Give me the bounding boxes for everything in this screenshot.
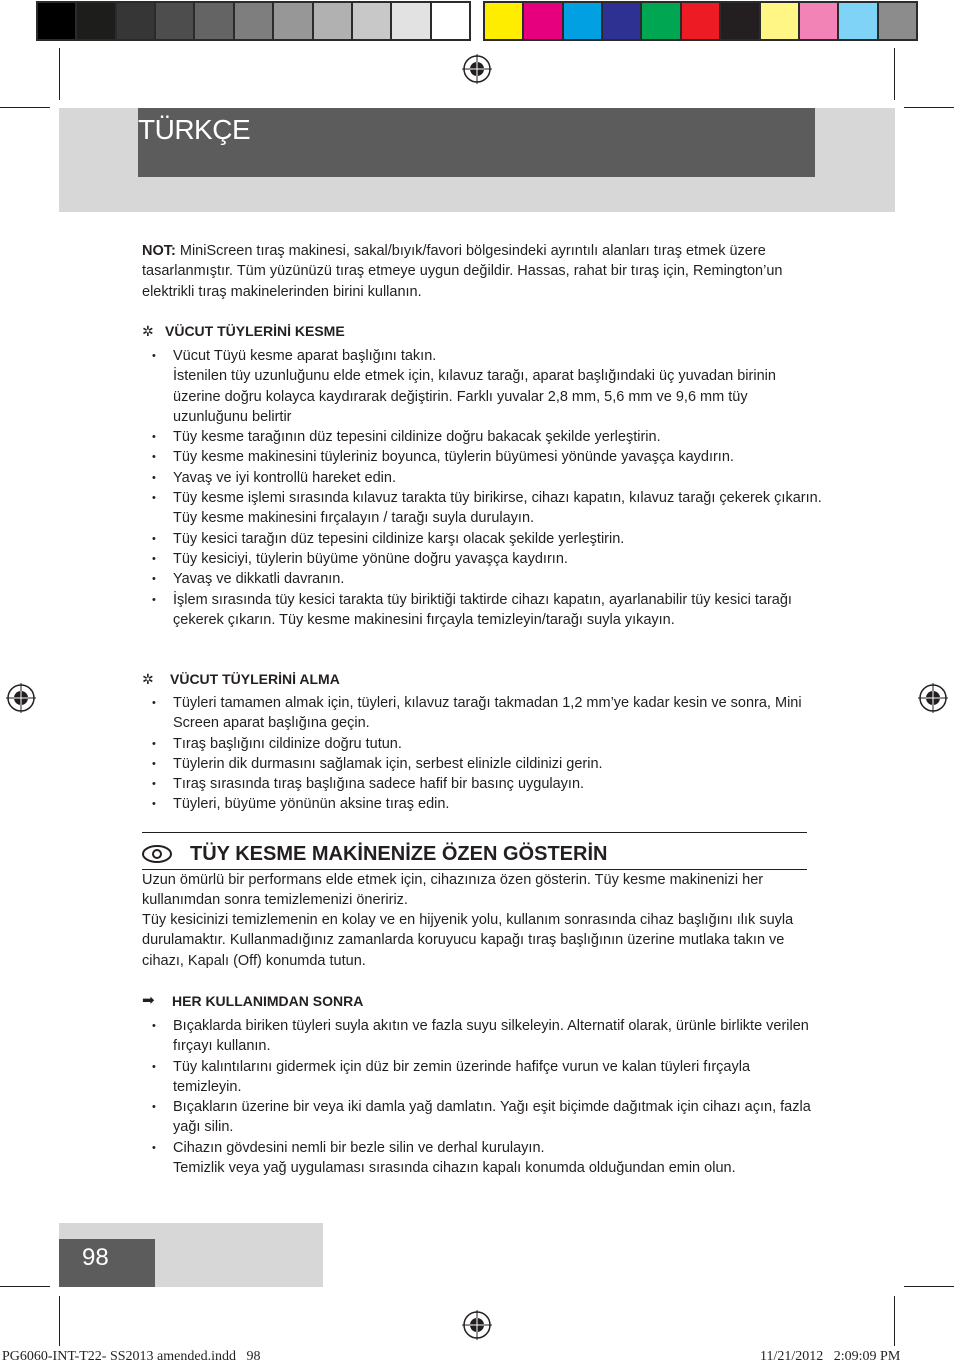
care-section-title: TÜY KESME MAKİNENİZE ÖZEN GÖSTERİN	[190, 843, 608, 865]
color-swatch	[761, 3, 798, 39]
slug-file-info: PG6060-INT-T22- SS2013 amended.indd 98	[2, 1349, 261, 1364]
list-item: • Tüy kesme makinesini tüyleriniz boyunca, tüylerin büyümesi yönünde yavaşça kaydırın.	[142, 447, 822, 467]
gray-swatch	[38, 3, 75, 39]
gray-swatch	[432, 3, 469, 39]
crop-mark	[59, 48, 60, 100]
sun-icon: ✲	[142, 323, 154, 339]
gray-swatch	[195, 3, 232, 39]
section-heading-trim: VÜCUT TÜYLERİNİ KESME	[165, 323, 345, 339]
section-heading-after-use: HER KULLANIMDAN SONRA	[172, 993, 364, 1009]
color-swatch	[564, 3, 601, 39]
gray-swatch	[274, 3, 311, 39]
trim-instructions-list	[142, 346, 822, 630]
section-divider	[142, 832, 807, 833]
crop-mark	[0, 107, 50, 108]
gray-swatch	[156, 3, 193, 39]
gray-swatch	[353, 3, 390, 39]
list-item: • Tüy kalıntılarını gidermek için düz bir zemin üzerinde hafifçe vurun ve kalan tüyleri fırçayla temizleyin.	[142, 1057, 822, 1098]
after-use-instructions-list	[142, 1016, 822, 1178]
list-item: • Yavaş ve dikkatli davranın.	[142, 569, 822, 589]
list-item: • Tüy kesme tarağının düz tepesini cildinize doğru bakacak şekilde yerleştirin.	[142, 427, 822, 447]
registration-mark-icon	[918, 683, 948, 713]
care-paragraph-2: Tüy kesicinizi temizlemenin en kolay ve en hijyenik yolu, kullanım sonrasında cihaz başlığını ılık suyla durulamaktır. Kullanmadığınız zamanlarda koruyucu kapağı tıraş başlığının üzerine mutlaka takın ve cihazı, Kapalı (Off) konumda tutun.	[142, 912, 794, 969]
grayscale-color-bar	[36, 1, 471, 41]
list-item: • Tıraş başlığını cildinize doğru tutun.	[142, 734, 822, 754]
list-item: • Tüyleri, büyüme yönünün aksine tıraş edin.	[142, 794, 822, 814]
arrow-right-icon: ➡	[142, 992, 155, 1009]
list-item: • İşlem sırasında tüy kesici tarakta tüy biriktiği taktirde cihazı kapatın, ayarlanabilir tüy kesici tarağı çekerek çıkarın. Tüy kesme makinesini fırçayla temizleyin/tarağı suyla yıkayın.	[142, 590, 822, 631]
list-item: İstenilen tüy uzunluğunu elde etmek için, kılavuz tarağı, aparat başlığındaki üç yuvadan birinin üzerine doğru kolayca kaydırarak değiştirin. Farklı yuvalar 2,8 mm, 5,6 mm ve 9,6 mm tüy uzunluğunu belirtir	[173, 368, 776, 425]
color-swatch	[603, 3, 640, 39]
list-item: • Tıraş sırasında tıraş başlığına sadece hafif bir basınç uygulayın.	[142, 774, 822, 794]
registration-mark-icon	[462, 54, 492, 84]
gray-swatch	[235, 3, 272, 39]
list-item: • Tüy kesiciyi, tüylerin büyüme yönüne doğru yavaşça kaydırın.	[142, 549, 822, 569]
crop-mark	[904, 107, 954, 108]
list-item: • Tüy kesici tarağın düz tepesini cildinize karşı olacak şekilde yerleştirin.	[142, 529, 822, 549]
color-swatch	[839, 3, 876, 39]
color-swatch	[879, 3, 916, 39]
gray-swatch	[117, 3, 154, 39]
eye-icon	[140, 841, 176, 867]
note-label: NOT:	[142, 243, 176, 259]
page-title: TÜRKÇE	[138, 114, 251, 145]
list-item: • Tüyleri tamamen almak için, tüyleri, kılavuz tarağı takmadan 1,2 mm’ye kadar kesin ve sonra, Mini Screen aparat başlığına geçin.	[142, 693, 822, 734]
color-swatch	[642, 3, 679, 39]
list-item: • Bıçakların üzerine bir veya iki damla yağ damlatın. Yağı eşit biçimde dağıtmak için cihazı açın, fazla yağı silin.	[142, 1097, 822, 1138]
crop-mark	[894, 1296, 895, 1346]
remove-instructions-list	[142, 693, 822, 815]
note-paragraph	[142, 241, 812, 302]
list-item: • Tüy kesme işlemi sırasında kılavuz tarakta tüy birikirse, cihazı kapatın, kılavuz tarağı çekerek çıkarın. Tüy kesme makinesini fırçalayın / tarağı suyla durulayın.	[142, 488, 822, 529]
crop-mark	[894, 48, 895, 100]
gray-swatch	[77, 3, 114, 39]
crop-mark	[904, 1286, 954, 1287]
gray-swatch	[314, 3, 351, 39]
sun-icon: ✲	[142, 671, 154, 687]
color-swatch	[800, 3, 837, 39]
registration-mark-icon	[462, 1310, 492, 1340]
color-swatch	[524, 3, 561, 39]
section-heading-remove: VÜCUT TÜYLERİNİ ALMA	[170, 671, 340, 687]
list-item-continuation: Temizlik veya yağ uygulaması sırasında cihazın kapalı konumda olduğundan emin olun.	[173, 1160, 736, 1177]
color-swatch	[721, 3, 758, 39]
color-swatch	[485, 3, 522, 39]
registration-mark-icon	[6, 683, 36, 713]
list-item: • Bıçaklarda biriken tüyleri suyla akıtın ve fazla suyu silkeleyin. Alternatif olarak, ürünle birlikte verilen fırçayı kullanın.	[142, 1016, 822, 1057]
note-text: MiniScreen tıraş makinesi, sakal/bıyık/favori bölgesindeki ayrıntılı alanları tıraş etmek üzere tasarlanmıştır. Tüm yüzünüzü tıraş etmeye uygun değildir. Hassas, rahat bir tıraş için, Remington’un elektrikli tıraş makinelerinden birini kullanın.	[142, 243, 783, 300]
page-number: 98	[82, 1244, 109, 1271]
list-item: • Yavaş ve iyi kontrollü hareket edin.	[142, 468, 822, 488]
list-item: • Cihazın gövdesini nemli bir bezle silin ve derhal kurulayın.	[142, 1138, 822, 1158]
process-color-bar	[483, 1, 918, 41]
list-item: • Vücut Tüyü kesme aparat başlığını takın.	[142, 346, 822, 366]
crop-mark	[0, 1286, 50, 1287]
list-item: • Tüylerin dik durmasını sağlamak için, serbest elinizle cildinizi gerin.	[142, 754, 822, 774]
color-swatch	[682, 3, 719, 39]
slug-timestamp: 11/21/2012 2:09:09 PM	[760, 1349, 901, 1364]
gray-swatch	[392, 3, 429, 39]
care-paragraph-1: Uzun ömürlü bir performans elde etmek için, cihazınıza özen gösterin. Tüy kesme makinenizi her kullanımdan sonra temizlemenizi öneririz.	[142, 872, 764, 909]
crop-mark	[59, 1296, 60, 1346]
